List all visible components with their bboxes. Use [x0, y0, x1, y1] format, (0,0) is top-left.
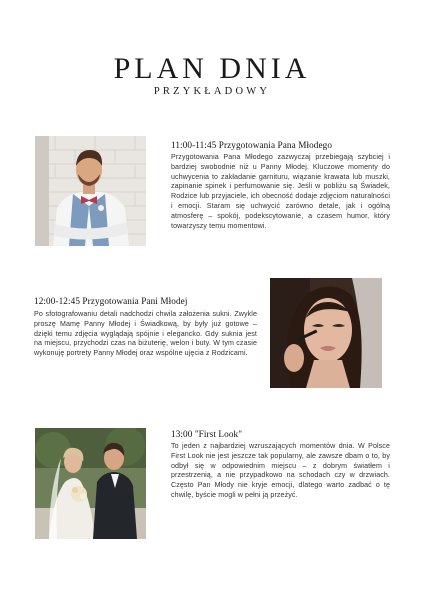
section-body: Przygotowania Pana Młodego zazwyczaj przebiegają szybciej i bardziej swobodnie niż u Panny Młodej. Kluczowe momenty do uchwycenia to zakładanie garnituru, wiązanie krawata lub muszki, zapinanie spinek i perfumowanie się. Jeśli w pobliżu są Świadek, Rodzice lub przyjaciele, ich obecność dodaje zdjęciom naturalności i emocji. Staram się uchwycić zarówno detale, jak i ogólną atmosferę – spokój, podekscytowanie, a czasem humor, który towarzyszy temu momentowi. — [171, 153, 390, 230]
page-subtitle: PRZYKŁADOWY — [153, 86, 271, 97]
section-heading: 12:00-12:45 Przygotowania Pani Młodej — [34, 296, 188, 306]
section-heading: 13:00 "First Look" — [171, 429, 243, 439]
section-body: To jeden z najbardziej wzruszających momentów dnia. W Polsce First Look nie jest jeszcze tak popularny, ale zawsze dbam o to, by odbył się w odpowiednim miejscu – z dobrym światłem i przestrzenią, a nie przypadkowo na schodach czy w drzwiach. Często Pan Młody nie kryje emocji, dlatego warto zadbać o tę chwilę, byście mogli w pełni ją przeżyć. — [171, 442, 390, 499]
page-title: PLAN DNIA — [113, 52, 311, 85]
section-heading: 11:00-11:45 Przygotowania Pana Młodego — [171, 140, 333, 150]
couple-first-look-photo — [35, 428, 146, 539]
section-body: Po sfotografowaniu detali nadchodzi chwila założenia sukni. Zwykle proszę Mamę Panny Młodej i Świadkową, by były już gotowe – dzięki temu zdjęcia wyglądają spójnie i elegancko. Gdy suknia jest na miejscu, przychodzi czas na biżuterię, welon i buty. W tym czasie wykonuję portrety Panny Młodej oraz wspólne ujęcia z Rodzicami. — [34, 310, 257, 358]
groom-portrait-photo — [35, 136, 146, 246]
bride-makeup-photo — [270, 278, 382, 388]
